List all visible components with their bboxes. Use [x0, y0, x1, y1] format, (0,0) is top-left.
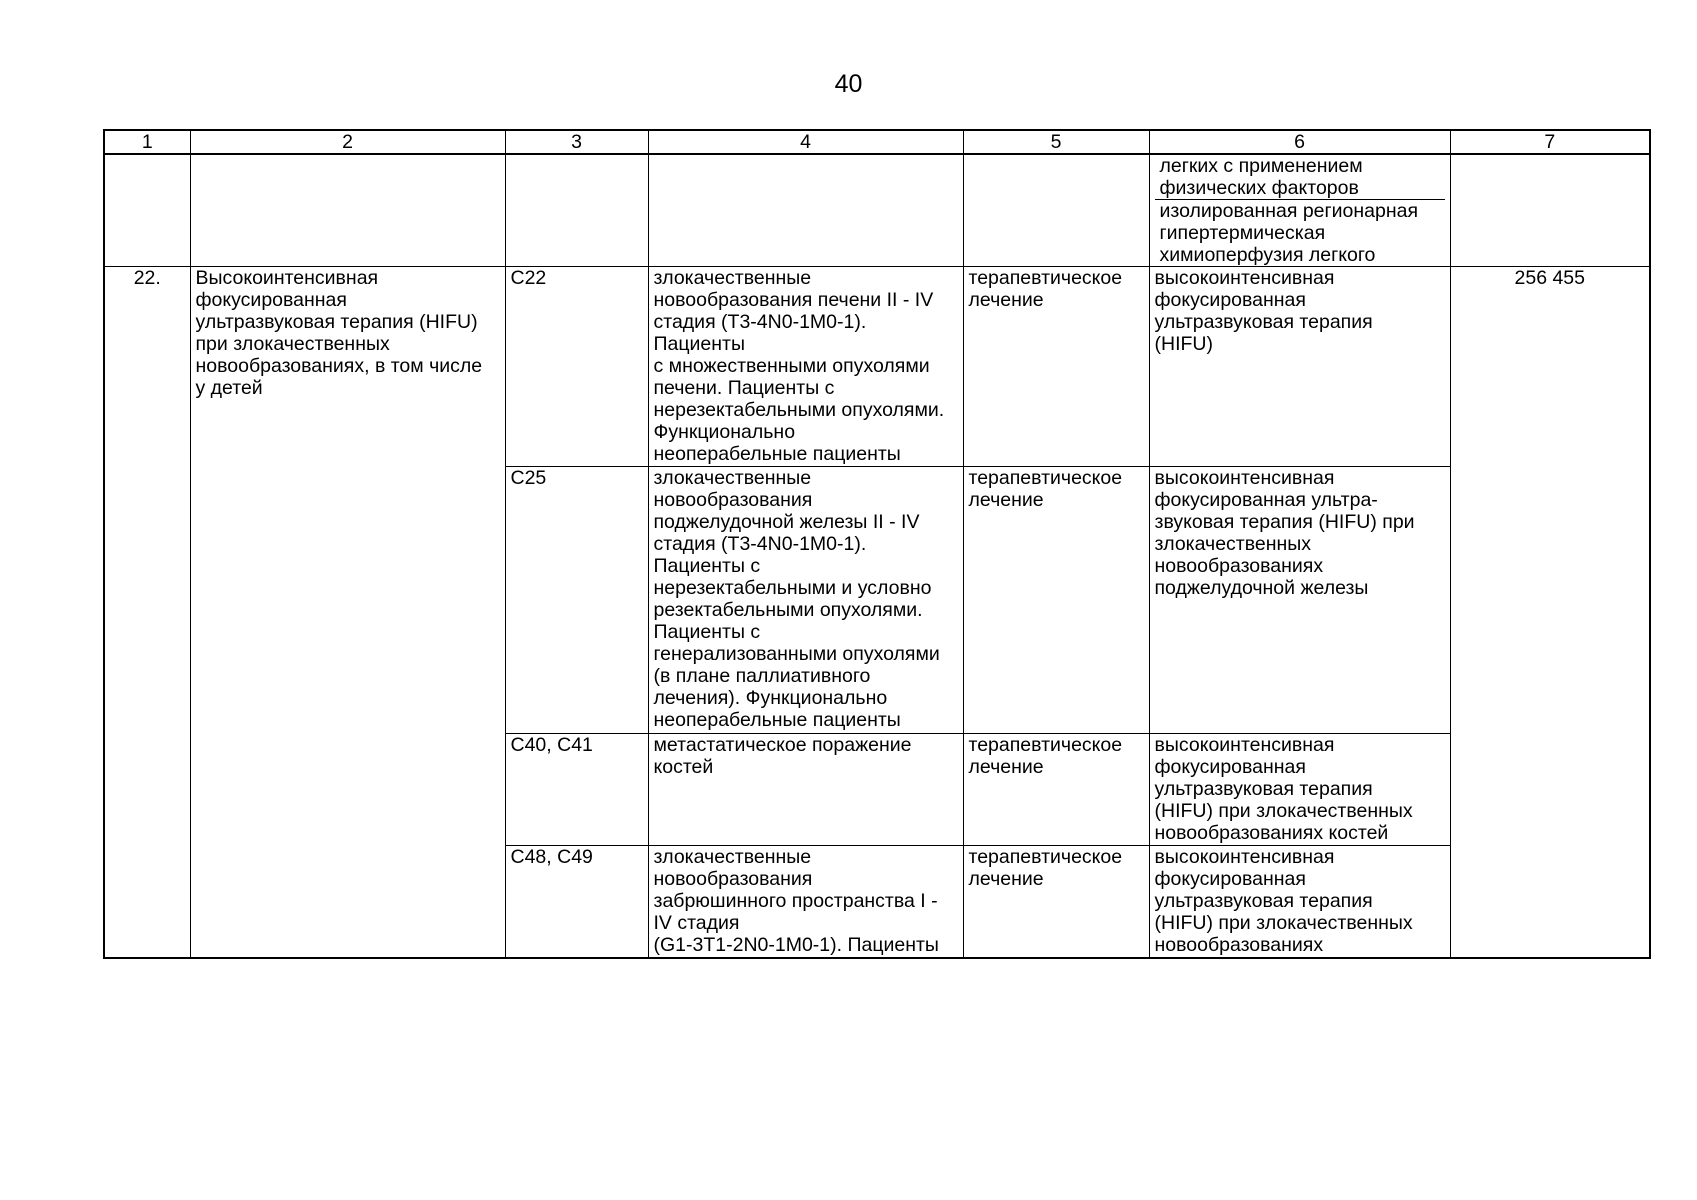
cost-value: 256 455	[1450, 267, 1650, 958]
treatment-method: высокоинтенсивная фокусированная ультразвуковая терапия (HIFU)	[1149, 267, 1450, 467]
column-number-row	[104, 130, 1650, 154]
col-header-3: 3	[505, 130, 648, 154]
empty-cell	[505, 154, 648, 267]
continuation-row	[104, 154, 1650, 267]
patient-model: злокачественные новообразования забрюшинного пространства I - IV стадия (G1-3T1-2N0-1M0-1). Пациенты	[648, 846, 963, 958]
page-number: 40	[834, 70, 863, 98]
treatment-type: терапевтическое лечение	[963, 734, 1149, 846]
treatment-method: высокоинтенсивная фокусированная ультразвуковая терапия (HIFU) при злокачественных новообразованиях костей	[1149, 734, 1450, 846]
empty-cell	[104, 154, 190, 267]
method-cell-continued	[1149, 154, 1450, 267]
col-header-7: 7	[1450, 130, 1650, 154]
treatment-method: высокоинтенсивная фокусированная ультразвуковая терапия (HIFU) при злокачественных новообразованиях	[1149, 846, 1450, 958]
col-header-6: 6	[1149, 130, 1450, 154]
col-header-2: 2	[190, 130, 505, 154]
col-header-4: 4	[648, 130, 963, 154]
patient-model: злокачественные новообразования поджелудочной железы II - IV стадия (T3-4N0-1M0-1). Пациенты с нерезектабельными и условно резектабельными опухолями. Пациенты с генерализованными опухолями (в плане паллиативного лечения). Функционально неоперабельные пациенты	[648, 467, 963, 734]
entry-name: Высокоинтенсивная фокусированная ультразвуковая терапия (HIFU) при злокачественных новообразованиях, в том числе у детей	[190, 267, 505, 958]
treatment-type: терапевтическое лечение	[963, 846, 1149, 958]
icd-code: C48, C49	[505, 846, 648, 958]
entry-number: 22.	[104, 267, 190, 958]
services-table	[103, 129, 1651, 959]
icd-code: C22	[505, 267, 648, 467]
patient-model: метастатическое поражение костей	[648, 734, 963, 846]
method-continuation-text: легких с применением физических факторов	[1159, 155, 1363, 199]
empty-cell	[190, 154, 505, 267]
treatment-type: терапевтическое лечение	[963, 267, 1149, 467]
col-header-5: 5	[963, 130, 1149, 154]
table-row	[104, 267, 1650, 467]
patient-model: злокачественные новообразования печени II - IV стадия (T3-4N0-1M0-1). Пациенты с множественными опухолями печени. Пациенты с нерезектабельными опухолями. Функционально неоперабельные пациенты	[648, 267, 963, 467]
empty-cell	[648, 154, 963, 267]
method-perfusion-text: изолированная регионарная гипертермическая химиоперфузия легкого	[1155, 199, 1445, 266]
icd-code: C25	[505, 467, 648, 734]
empty-cell	[963, 154, 1149, 267]
icd-code: C40, C41	[505, 734, 648, 846]
treatment-type: терапевтическое лечение	[963, 467, 1149, 734]
empty-cell	[1450, 154, 1650, 267]
treatment-method: высокоинтенсивная фокусированная ультра- звуковая терапия (HIFU) при злокачественных новообразованиях поджелудочной железы	[1149, 467, 1450, 734]
col-header-1: 1	[104, 130, 190, 154]
